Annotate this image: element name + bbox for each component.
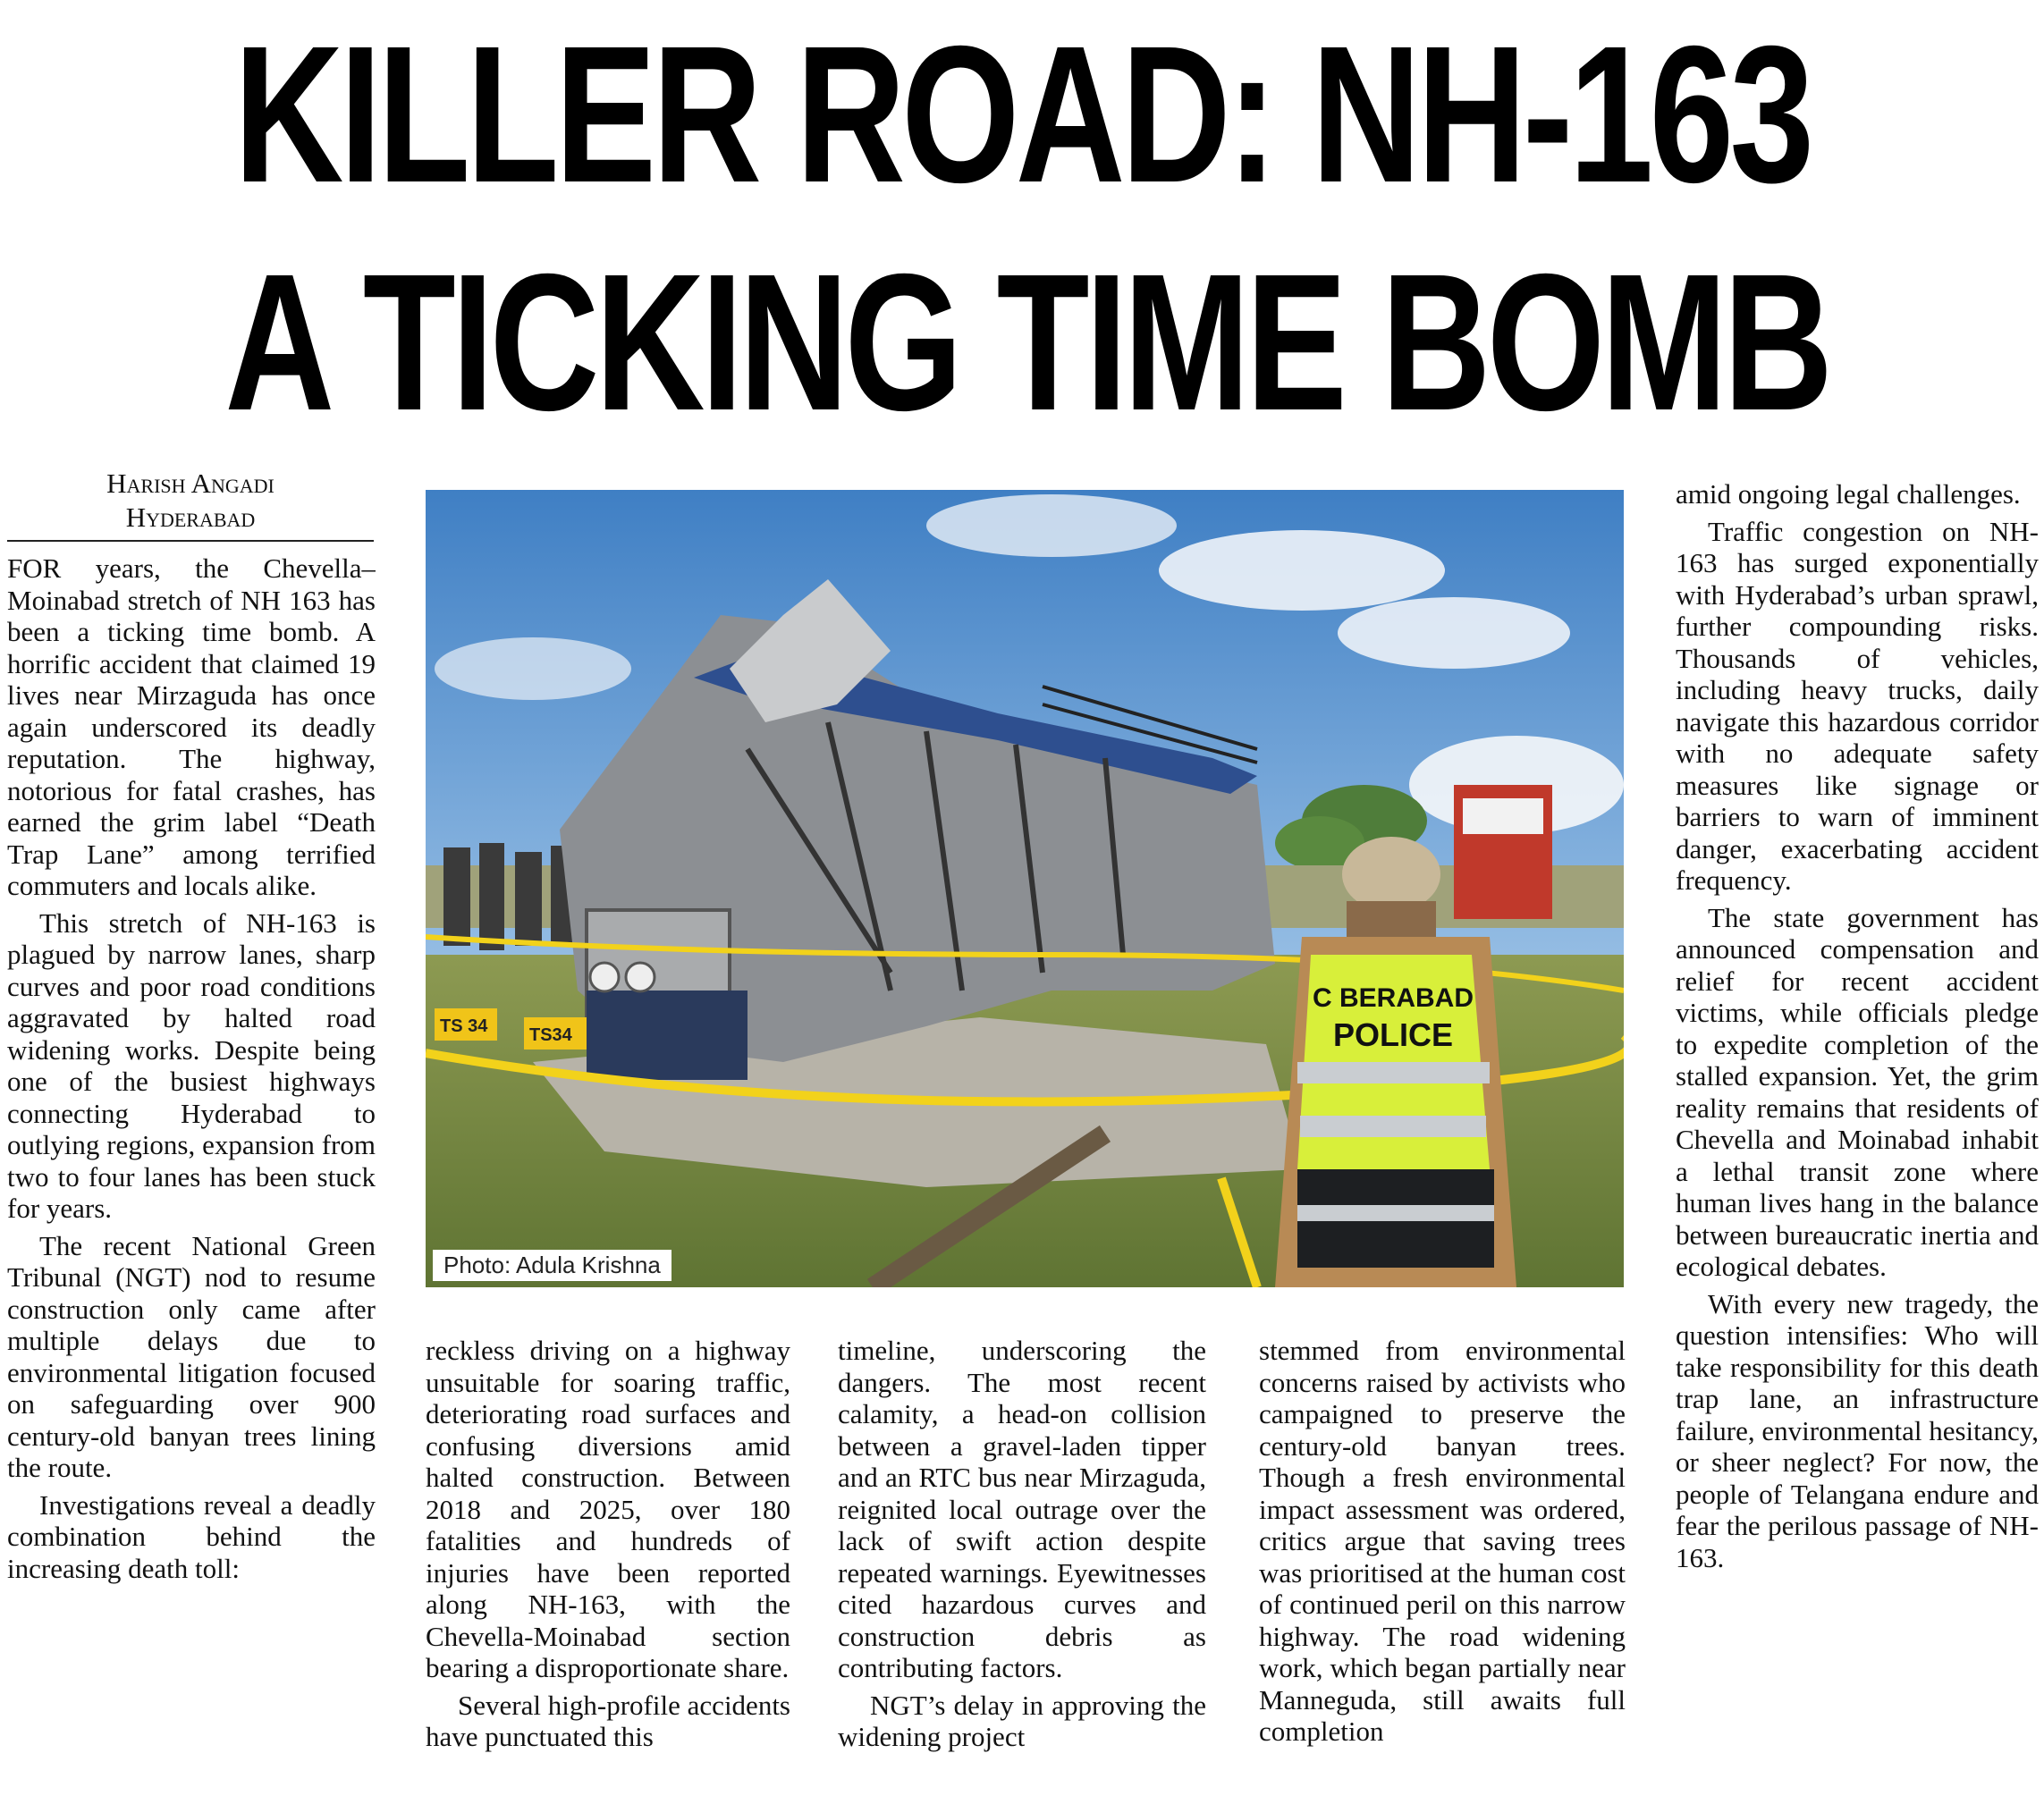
byline [7, 467, 374, 535]
byline-rule [7, 540, 374, 542]
paragraph: NGT’s delay in approving the widening project [838, 1689, 1206, 1752]
paragraph: stemmed from environmental concerns raised by activists who campaigned to preserve the century-old banyan trees. Though a fresh environmental impact assessment was ordered, critics argue that saving trees was prioritised at the human cost of continued peril on this narrow highway. The road widening work, which began partially near Manneguda, still awaits full completion [1259, 1335, 1626, 1747]
news-photo [426, 490, 1624, 1287]
paragraph: reckless driving on a highway unsuitable for soaring traffic, deteriorating road surfaces and confusing diversions amid halted construction. Between 2018 and 2025, over 180 fatalities and hundreds of injuries have been reported along NH-163, with the Chevella-Moinabad section bearing a disproportionate share. [426, 1335, 790, 1683]
paragraph: Several high-profile accidents have punctuated this [426, 1689, 790, 1752]
byline-author: Harish Angadi [106, 468, 275, 499]
article-column-1 [7, 552, 376, 1804]
paragraph: FOR years, the Chevella–Moinabad stretch of NH 163 has been a ticking time bomb. A horrific accident that claimed 19 lives near Mirzaguda has once again underscored its deadly reputation. The highway, notorious for fatal crashes, has earned the grim label “Death Trap Lane” among terrified commuters and locals alike. [7, 552, 376, 901]
paragraph: timeline, underscoring the dangers. The most recent calamity, a head-on collision between a gravel-laden tipper and an RTC bus near Mirzaguda, reignited local outrage over the lack of swift action despite repeated warnings. Eyewitnesses cited hazardous curves and construction debris as contributing factors. [838, 1335, 1206, 1683]
vest-text-1: C BERABAD [1313, 983, 1474, 1013]
plate-2: TS34 [529, 1025, 572, 1045]
paragraph: Traffic congestion on NH-163 has surged exponentially with Hyderabad’s urban sprawl, further compounding risks. Thousands of vehicles, including heavy trucks, daily navigate this hazardous corridor with no adequate safety measures like signage or barriers to warn of imminent danger, exacerbating accident frequency. [1676, 515, 2039, 896]
article-column-4 [1259, 1335, 1626, 1804]
paragraph: Investigations reveal a deadly combination behind the increasing death toll: [7, 1488, 376, 1584]
article-column-2 [426, 1335, 790, 1804]
paragraph: This stretch of NH-163 is plagued by narrow lanes, sharp curves and poor road conditions aggravated by halted road widening works. Despite being one of the busiest highways connecting Hyderabad to outlying regions, expansion from two to four lanes has been stuck for years. [7, 906, 376, 1224]
headline-line-1: KILLER ROAD: NH-163 [233, 6, 1811, 223]
article-column-5 [1676, 478, 2039, 1804]
plate-1: TS 34 [440, 1016, 488, 1036]
paragraph: The state government has announced compensation and relief for recent accident victims, while officials pledge to expedite completion of the stalled expansion. Yet, the grim reality remains that residents of Chevella and Moinabad inhabit a lethal transit zone where human lives hang in the balance between bureaucratic inertia and ecological debates. [1676, 901, 2039, 1282]
byline-location: Hyderabad [125, 502, 256, 533]
photo-credit: Photo: Adula Krishna [433, 1250, 671, 1281]
vest-text-2: POLICE [1332, 1016, 1454, 1053]
paragraph: The recent National Green Tribunal (NGT) nod to resume construction only came after multiple delays due to environmental litigation focused on safeguarding over 900 century-old banyan trees lining the route. [7, 1229, 376, 1483]
paragraph: amid ongoing legal challenges. [1676, 478, 2021, 510]
article-column-3 [838, 1335, 1206, 1804]
headline-line-2: A TICKING TIME BOMB [224, 234, 1829, 451]
paragraph: With every new tragedy, the question intensifies: Who will take responsibility for this death trap lane, an infrastructure failure, environmental hesitancy, or sheer neglect? For now, the people of Telangana endure and fear the perilous passage of NH-163. [1676, 1287, 2039, 1573]
